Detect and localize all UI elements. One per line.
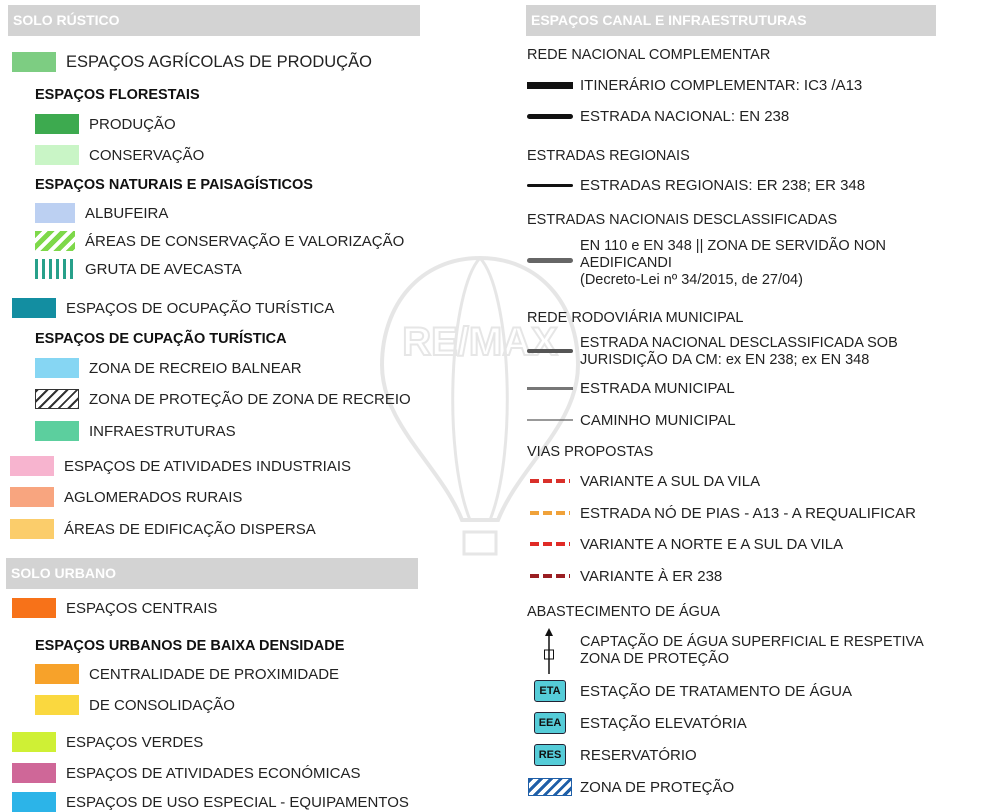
rede-complementar-title: REDE NACIONAL COMPLEMENTAR	[527, 47, 771, 63]
albufeira-label: ALBUFEIRA	[85, 204, 169, 222]
ic-line-symbol	[527, 75, 573, 95]
consolidacao-swatch	[35, 695, 79, 715]
legend-albufeira	[35, 203, 168, 223]
legend-producao	[35, 114, 176, 134]
infraestruturas-swatch	[35, 421, 79, 441]
legend-centrais	[12, 598, 217, 618]
eea-label: ESTAÇÃO ELEVATÓRIA	[580, 714, 747, 732]
legend-centralidade	[35, 664, 339, 684]
naturais-title: ESPAÇOS NATURAIS E PAISAGÍSTICOS	[35, 177, 313, 193]
cupacao-title: ESPAÇOS DE CUPAÇÃO TURÍSTICA	[35, 331, 287, 347]
albufeira-swatch	[35, 203, 75, 223]
zona-protecao-label: ZONA DE PROTEÇÃO	[580, 778, 735, 796]
aglomerados-label: AGLOMERADOS RURAIS	[64, 488, 243, 506]
legend-infraestruturas	[35, 421, 236, 441]
dashed-orange-line-symbol	[527, 503, 573, 523]
industriais-swatch	[10, 456, 54, 476]
agua-title: ABASTECIMENTO DE ÁGUA	[527, 604, 721, 620]
zona-protecao-hatch-symbol	[527, 777, 573, 797]
solo-urbano-header	[6, 558, 418, 589]
recreio-balnear-swatch	[35, 358, 79, 378]
producao-swatch	[35, 114, 79, 134]
legend-eta	[527, 681, 852, 701]
legend-aglomerados	[10, 487, 242, 507]
hatch-green-swatch	[35, 231, 75, 251]
hatch-black-swatch	[35, 389, 79, 409]
solo-rustico-header	[8, 5, 420, 36]
gruta-label: GRUTA DE AVECASTA	[85, 260, 242, 278]
desclassificadas-line-symbol	[527, 250, 573, 270]
captacao-arrow-icon	[538, 628, 560, 676]
cut-off-label: ESPAÇOS DE USO ESPECIAL - EQUIPAMENTOS	[66, 793, 409, 811]
dashed-red-bright-line-symbol	[527, 534, 573, 554]
recreio-balnear-label: ZONA DE RECREIO BALNEAR	[89, 359, 302, 377]
legend-ocupacao-turistica	[12, 298, 334, 318]
legend-en	[527, 106, 789, 126]
eta-symbol	[527, 681, 573, 701]
verdes-swatch	[12, 732, 56, 752]
eea-symbol	[527, 713, 573, 733]
legend-variante-sul	[527, 471, 760, 491]
gruta-swatch	[35, 259, 75, 279]
centralidade-swatch	[35, 664, 79, 684]
captacao-line2: ZONA DE PROTEÇÃO	[580, 651, 730, 667]
legend-consolidacao	[35, 695, 235, 715]
baixa-densidade-title: ESPAÇOS URBANOS DE BAIXA DENSIDADE	[35, 638, 345, 654]
legend-er	[527, 175, 865, 195]
desclassificadas-title: ESTRADAS NACIONAIS DESCLASSIFICADAS	[527, 212, 838, 228]
municipal-title: REDE RODOVIÁRIA MUNICIPAL	[527, 310, 744, 326]
verdes-label: ESPAÇOS VERDES	[66, 733, 204, 751]
solo-rustico-header-text: SOLO RÚSTICO	[13, 12, 120, 28]
solo-urbano-header-text: SOLO URBANO	[11, 565, 116, 581]
espacos-canal-header-text: ESPAÇOS CANAL E INFRAESTRUTURAS	[531, 12, 807, 28]
en-label: ESTRADA NACIONAL: EN 238	[580, 107, 790, 125]
legend-economicas	[12, 763, 361, 783]
em-line-symbol	[527, 378, 573, 398]
consolidacao-label: DE CONSOLIDAÇÃO	[89, 696, 235, 714]
protecao-recreio-label: ZONA DE PROTEÇÃO DE ZONA DE RECREIO	[89, 390, 411, 408]
ocupacao-turistica-swatch	[12, 298, 56, 318]
captacao-line1: CAPTAÇÃO DE ÁGUA SUPERFICIAL E RESPETIVA	[580, 634, 924, 650]
desclassificadas-text	[580, 238, 886, 289]
legend-industriais	[10, 456, 351, 476]
desclassificada-cm-line1: ESTRADA NACIONAL DESCLASSIFICADA SOB	[580, 335, 898, 351]
vias-title: VIAS PROPOSTAS	[527, 444, 654, 460]
legend-dispersa	[10, 519, 316, 539]
cm-line-symbol	[527, 410, 573, 430]
centrais-label: ESPAÇOS CENTRAIS	[66, 599, 218, 617]
legend-eea	[527, 713, 747, 733]
dispersa-label: ÁREAS DE EDIFICAÇÃO DISPERSA	[64, 520, 316, 538]
er-line-symbol	[527, 175, 573, 195]
industriais-label: ESPAÇOS DE ATIVIDADES INDUSTRIAIS	[64, 457, 352, 475]
dispersa-swatch	[10, 519, 54, 539]
legend-protecao-recreio	[35, 389, 411, 409]
regionais-title: ESTRADAS REGIONAIS	[527, 148, 690, 164]
variante-er238-label: VARIANTE À ER 238	[580, 567, 723, 585]
estrada-no-pias-label: ESTRADA NÓ DE PIAS - A13 - A REQUALIFICAR	[580, 504, 916, 522]
economicas-swatch	[12, 763, 56, 783]
eta-label: ESTAÇÃO DE TRATAMENTO DE ÁGUA	[580, 682, 852, 700]
legend-cut-off	[12, 792, 409, 812]
legend-verdes	[12, 732, 203, 752]
dashed-red-line-symbol	[527, 471, 573, 491]
desclassificadas-line1: EN 110 e EN 348 || ZONA DE SERVIDÃO NON	[580, 238, 886, 254]
economicas-label: ESPAÇOS DE ATIVIDADES ECONÓMICAS	[66, 764, 361, 782]
centralidade-label: CENTRALIDADE DE PROXIMIDADE	[89, 665, 340, 683]
agricolas-label: ESPAÇOS AGRÍCOLAS DE PRODUÇÃO	[66, 52, 372, 71]
ocupacao-turistica-label: ESPAÇOS DE OCUPAÇÃO TURÍSTICA	[66, 299, 335, 317]
watermark-text: RE/MAX	[402, 320, 558, 364]
res-label: RESERVATÓRIO	[580, 746, 697, 764]
conservacao-label: CONSERVAÇÃO	[89, 146, 205, 164]
res-symbol	[527, 745, 573, 765]
eea-badge: EEA	[534, 712, 566, 734]
er-label: ESTRADAS REGIONAIS: ER 238; ER 348	[580, 176, 866, 194]
legend-conservacao-valorizacao	[35, 231, 404, 251]
dashed-darkred-line-symbol	[527, 566, 573, 586]
en-line-symbol	[527, 106, 573, 126]
legend-estrada-no-pias	[527, 503, 916, 523]
legend-agricolas	[12, 52, 372, 72]
variante-norte-sul-label: VARIANTE A NORTE E A SUL DA VILA	[580, 535, 844, 553]
cut-off-swatch	[12, 792, 56, 812]
legend-conservacao	[35, 145, 204, 165]
conservacao-valorizacao-label: ÁREAS DE CONSERVAÇÃO E VALORIZAÇÃO	[85, 232, 405, 250]
centrais-swatch	[12, 598, 56, 618]
infraestruturas-label: INFRAESTRUTURAS	[89, 422, 236, 440]
desclassificada-cm-line-symbol	[527, 341, 573, 361]
legend-recreio-balnear	[35, 358, 302, 378]
legend-cm	[527, 410, 736, 430]
ic-label: ITINERÁRIO COMPLEMENTAR: IC3 /A13	[580, 76, 863, 94]
legend-zona-protecao	[527, 777, 734, 797]
espacos-canal-header	[526, 5, 936, 36]
desclassificada-cm-text	[580, 335, 898, 369]
producao-label: PRODUÇÃO	[89, 115, 176, 133]
legend-variante-norte-sul	[527, 534, 843, 554]
legend-gruta	[35, 259, 242, 279]
cm-label: CAMINHO MUNICIPAL	[580, 411, 736, 429]
em-label: ESTRADA MUNICIPAL	[580, 379, 735, 397]
eta-badge: ETA	[534, 680, 566, 702]
legend-em	[527, 378, 735, 398]
captacao-text	[580, 634, 924, 668]
legend-res	[527, 745, 697, 765]
legend-variante-er238	[527, 566, 722, 586]
desclassificada-cm-line2: JURISDIÇÃO DA CM: ex EN 238; ex EN 348	[580, 352, 870, 368]
aglomerados-swatch	[10, 487, 54, 507]
desclassificadas-line2: AEDIFICANDI	[580, 255, 672, 271]
legend-ic	[527, 75, 862, 95]
desclassificadas-line3: (Decreto-Lei nº 34/2015, de 27/04)	[580, 272, 803, 288]
agricolas-swatch	[12, 52, 56, 72]
florestais-title: ESPAÇOS FLORESTAIS	[35, 87, 200, 103]
conservacao-swatch	[35, 145, 79, 165]
res-badge: RES	[534, 744, 566, 766]
variante-sul-label: VARIANTE A SUL DA VILA	[580, 472, 761, 490]
